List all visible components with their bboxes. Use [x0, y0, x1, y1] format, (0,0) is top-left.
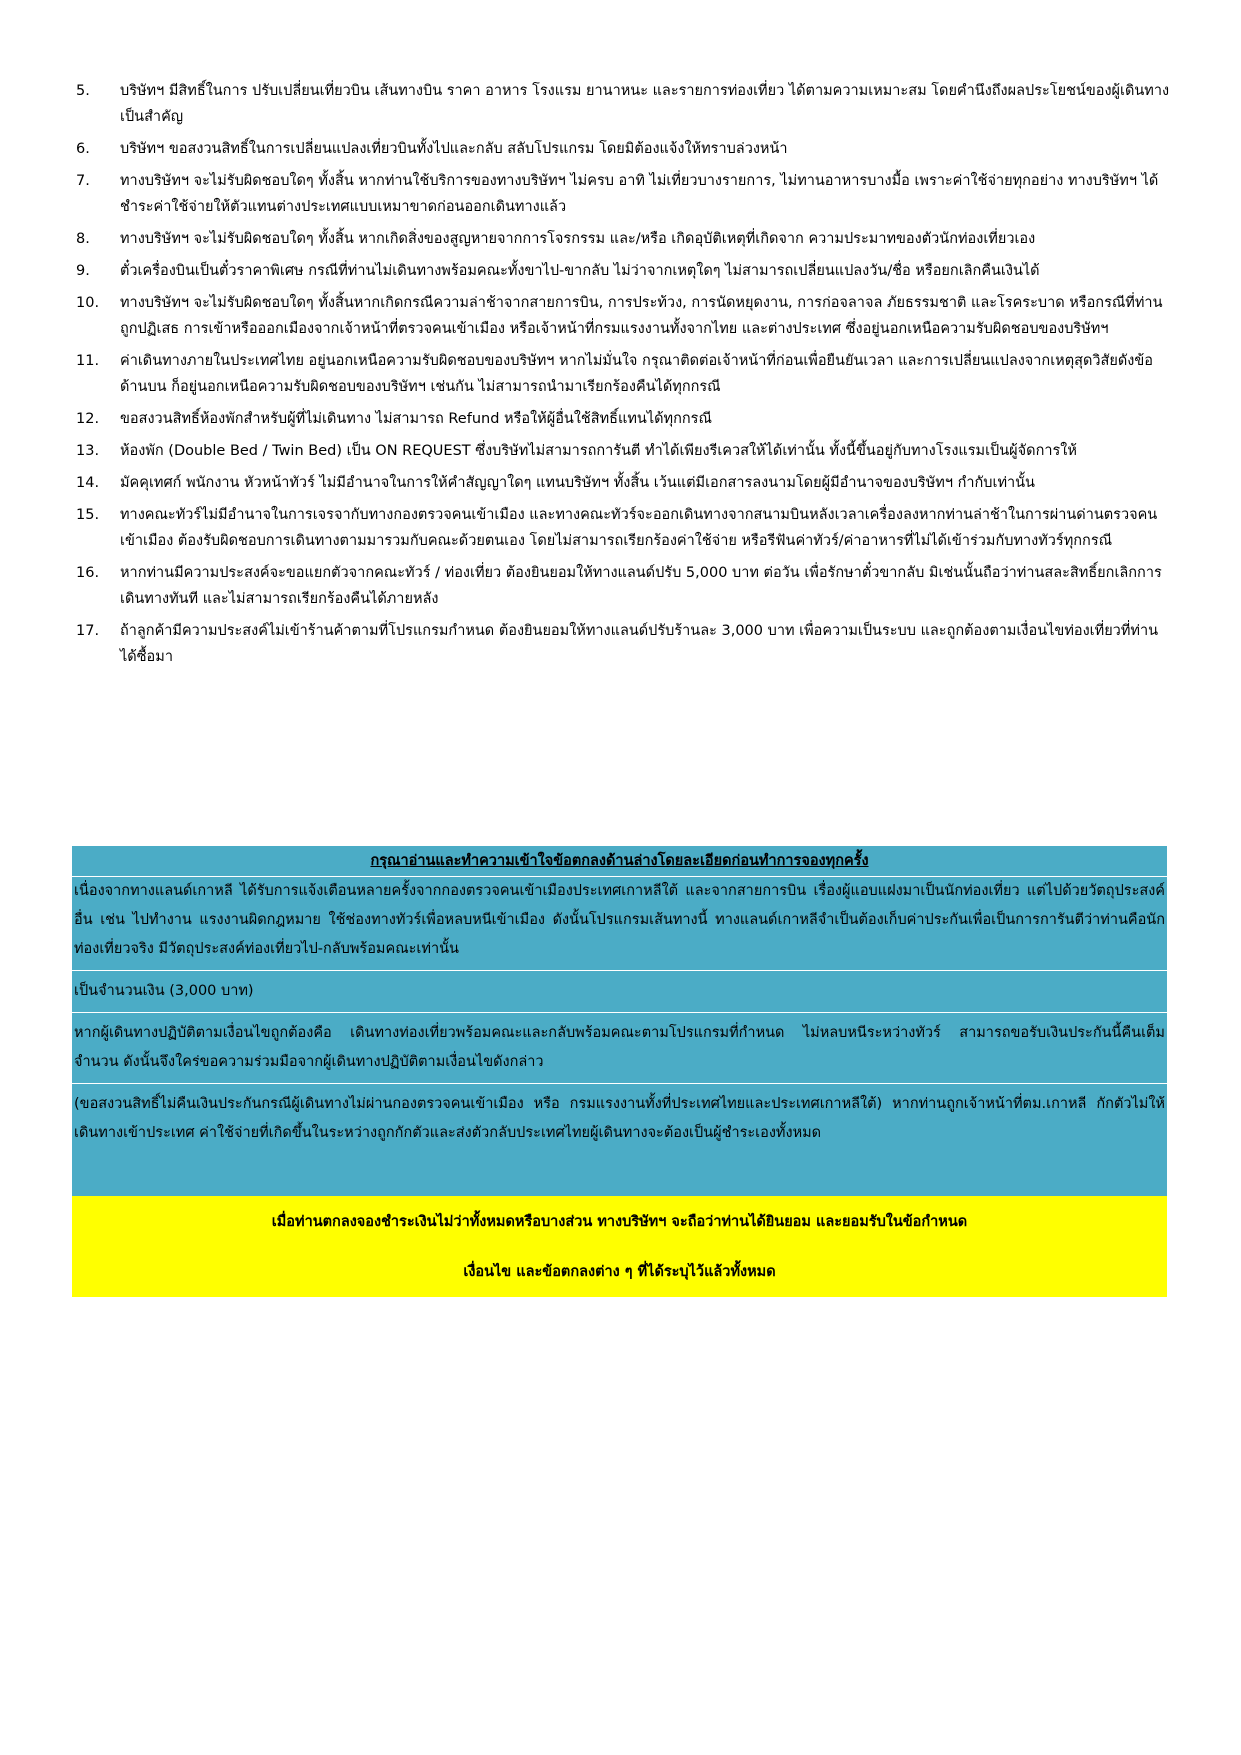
term-number: 12. [76, 411, 100, 427]
term-number: 9. [76, 263, 90, 279]
term-item [72, 618, 1172, 670]
term-text: หากท่านมีความประสงค์จะขอแยกตัวจากคณะทัวร์ / ท่องเที่ยว ต้องยินยอมให้ทางแลนด์ปรับ 5,000 บาท ต่อวัน เพื่อรักษาตั๋วขากลับ มิเช่นนั้นถือว่าท่านสละสิทธิ์ยกเลิกการเดินทางทันที และไม่สามารถเรียกร้องคืนได้ภายหลัง [120, 565, 1162, 607]
term-item [72, 502, 1172, 554]
term-item [72, 406, 1172, 432]
agreement-line: เงื่อนไข และข้อตกลงต่าง ๆ ที่ได้ระบุไว้แล้วทั้งหมด [463, 1264, 776, 1280]
term-number: 15. [76, 507, 100, 523]
agreement-line: เมื่อท่านตกลงจองชำระเงินไม่ว่าทั้งหมดหรือบางส่วน ทางบริษัทฯ จะถือว่าท่านได้ยินยอม และยอมรับในข้อกำหนด [271, 1214, 968, 1230]
notice-paragraph: หากผู้เดินทางปฏิบัติตามเงื่อนไขถูกต้องคือ เดินทางท่องเที่ยวพร้อมคณะและกลับพร้อมคณะตามโปรแกรมที่กำหนด ไม่หลบหนีระหว่างทัวร์ สามารถขอรับเงินประกันนี้คืนเต็มจำนวน ดังนั้นจึงใคร่ขอความร่วมมือจากผู้เดินทางปฏิบัติตามเงื่อนไขดังกล่าว [72, 1012, 1167, 1083]
term-item [72, 438, 1172, 464]
term-number: 7. [76, 173, 90, 189]
term-text: ทางบริษัทฯ จะไม่รับผิดชอบใดๆ ทั้งสิ้น หากเกิดสิ่งของสูญหายจากการโจรกรรม และ/หรือ เกิดอุบัติเหตุที่เกิดจาก ความประมาทของตัวนักท่องเที่ยวเอง [120, 231, 1036, 247]
term-text: มัคคุเทศก์ พนักงาน หัวหน้าทัวร์ ไม่มีอำนาจในการให้คำสัญญาใดๆ แทนบริษัทฯ ทั้งสิ้น เว้นแต่มีเอกสารลงนามโดยผู้มีอำนาจของบริษัทฯ กำกับเท่านั้น [120, 475, 1035, 491]
deposit-notice-box [72, 846, 1167, 1196]
term-text: ทางบริษัทฯ จะไม่รับผิดชอบใดๆ ทั้งสิ้นหากเกิดกรณีความล่าช้าจากสายการบิน, การประท้วง, การนัดหยุดงาน, การก่อจลาจล ภัยธรรมชาติ และโรคระบาด หรือกรณีที่ท่านถูกปฏิเสธ การเข้าหรือออกเมืองจากเจ้าหน้าที่ตรวจคนเข้าเมือง หรือเจ้าหน้าที่กรมแรงงานทั้งจากไทย และต่างประเทศ ซึ่งอยู่นอกเหนือความรับผิดชอบของบริษัทฯ [120, 295, 1163, 337]
term-item [72, 136, 1172, 162]
term-text: บริษัทฯ ขอสงวนสิทธิ์ในการเปลี่ยนแปลงเที่ยวบินทั้งไปและกลับ สลับโปรแกรม โดยมิต้องแจ้งให้ทราบล่วงหน้า [120, 141, 788, 157]
term-text: ทางคณะทัวร์ไม่มีอำนาจในการเจรจากับทางกองตรวจคนเข้าเมือง และทางคณะทัวร์จะออกเดินทางจากสนามบินหลังเวลาเครื่องลงหากท่านล่าช้าในการผ่านด่านตรวจคนเข้าเมือง ต้องรับผิดชอบการเดินทางตามมารวมกับคณะด้วยตนเอง โดยไม่สามารถเรียกร้องค่าใช้จ่าย หรือรีฟันค่าทัวร์/ค่าอาหารที่ไม่ได้เข้าร่วมกับทางทัวร์ทุกกรณี [120, 507, 1158, 549]
term-text: บริษัทฯ มีสิทธิ์ในการ ปรับเปลี่ยนเที่ยวบิน เส้นทางบิน ราคา อาหาร โรงแรม ยานาหนะ และรายการท่องเที่ยว ได้ตามความเหมาะสม โดยคำนึงถึงผลประโยชน์ของผู้เดินทางเป็นสำคัญ [120, 83, 1170, 125]
term-item [72, 348, 1172, 400]
notice-heading: กรุณาอ่านและทำความเข้าใจข้อตกลงด้านล่างโดยละเอียดก่อนทำการจองทุกครั้ง [370, 853, 869, 869]
term-text: ค่าเดินทางภายในประเทศไทย อยู่นอกเหนือความรับผิดชอบของบริษัทฯ หากไม่มั่นใจ กรุณาติดต่อเจ้าหน้าที่ก่อนเพื่อยืนยันเวลา และการเปลี่ยนแปลงจากเหตุสุดวิสัยดังข้อด้านบน ก็อยู่นอกเหนือความรับผิดชอบของบริษัทฯ เช่นกัน ไม่สามารถนำมาเรียกร้องคืนได้ทุกกรณี [120, 353, 1154, 395]
agreement-box [72, 1196, 1167, 1297]
term-text: ตั๋วเครื่องบินเป็นตั๋วราคาพิเศษ กรณีที่ท่านไม่เดินทางพร้อมคณะทั้งขาไป-ขากลับ ไม่ว่าจากเหตุใดๆ ไม่สามารถเปลี่ยนแปลงวัน/ชื่อ หรือยกเลิกคืนเงินได้ [120, 263, 1040, 279]
term-item [72, 560, 1172, 612]
term-text: ถ้าลูกค้ามีความประสงค์ไม่เข้าร้านค้าตามที่โปรแกรมกำหนด ต้องยินยอมให้ทางแลนด์ปรับร้านละ 3,000 บาท เพื่อความเป็นระบบ และถูกต้องตามเงื่อนไขท่องเที่ยวที่ท่านได้ซื้อมา [120, 623, 1158, 665]
term-number: 16. [76, 565, 100, 581]
term-item [72, 258, 1172, 284]
term-item [72, 168, 1172, 220]
terms-list [72, 78, 1172, 676]
term-number: 11. [76, 353, 100, 369]
notice-paragraph: เนื่องจากทางแลนด์เกาหลี ได้รับการแจ้งเตือนหลายครั้งจากกองตรวจคนเข้าเมืองประเทศเกาหลีใต้ และจากสายการบิน เรื่องผู้แอบแฝงมาเป็นนักท่องเที่ยว แต่ไปด้วยวัตถุประสงค์อื่น เช่น ไปทำงาน แรงงานผิดกฎหมาย ใช้ช่องทางทัวร์เพื่อหลบหนีเข้าเมือง ดังนั้นโปรแกรมเส้นทางนี้ ทางแลนด์เกาหลีจำเป็นต้องเก็บค่าประกันเพื่อเป็นการการันตีว่าท่านคือนักท่องเที่ยวจริง มีวัตถุประสงค์ท่องเที่ยวไป-กลับพร้อมคณะเท่านั้น [72, 876, 1167, 970]
term-item [72, 78, 1172, 130]
term-number: 10. [76, 295, 100, 311]
notice-paragraph: เป็นจำนวนเงิน (3,000 บาท) [72, 970, 1167, 1012]
term-item [72, 470, 1172, 496]
term-number: 17. [76, 623, 100, 639]
term-text: ทางบริษัทฯ จะไม่รับผิดชอบใดๆ ทั้งสิ้น หากท่านใช้บริการของทางบริษัทฯ ไม่ครบ อาทิ ไม่เที่ยวบางรายการ, ไม่ทานอาหารบางมื้อ เพราะค่าใช้จ่ายทุกอย่าง ทางบริษัทฯ ได้ชำระค่าใช้จ่ายให้ตัวแทนต่างประเทศแบบเหมาขาดก่อนออกเดินทางแล้ว [120, 173, 1159, 215]
term-number: 13. [76, 443, 100, 459]
term-text: ห้องพัก (Double Bed / Twin Bed) เป็น ON REQUEST ซึ่งบริษัทไม่สามารถการันตี ทำได้เพียงรีเควสให้ได้เท่านั้น ทั้งนี้ขึ้นอยู่กับทางโรงแรมเป็นผู้จัดการให้ [120, 443, 1077, 459]
term-text: ขอสงวนสิทธิ์ห้องพักสำหรับผู้ที่ไม่เดินทาง ไม่สามารถ Refund หรือให้ผู้อื่นใช้สิทธิ์แทนได้ทุกกรณี [120, 411, 712, 427]
term-number: 6. [76, 141, 90, 157]
term-item [72, 290, 1172, 342]
term-number: 14. [76, 475, 100, 491]
term-item [72, 226, 1172, 252]
notice-paragraph: (ขอสงวนสิทธิ์ไม่คืนเงินประกันกรณีผู้เดินทางไม่ผ่านกองตรวจคนเข้าเมือง หรือ กรมแรงงานทั้งที่ประเทศไทยและประเทศเกาหลีใต้) หากท่านถูกเจ้าหน้าที่ตม.เกาหลี กักตัวไม่ให้เดินทางเข้าประเทศ ค่าใช้จ่ายที่เกิดขึ้นในระหว่างถูกกักตัวและส่งตัวกลับประเทศไทยผู้เดินทางจะต้องเป็นผู้ชำระเองทั้งหมด [72, 1083, 1167, 1154]
term-number: 8. [76, 231, 90, 247]
term-number: 5. [76, 83, 90, 99]
